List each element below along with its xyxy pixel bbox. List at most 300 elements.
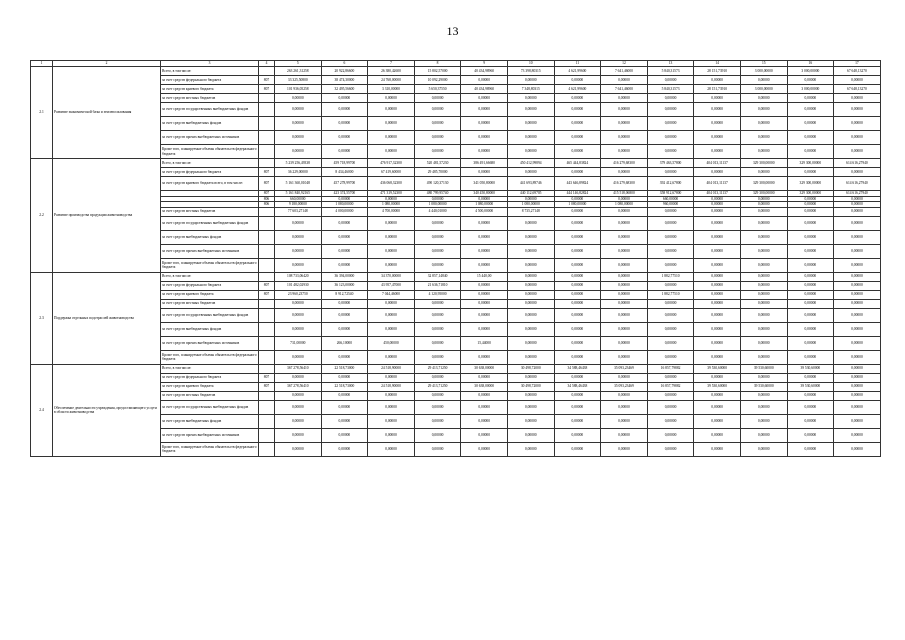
- amount-cell: 0,00000: [834, 373, 881, 382]
- amount-cell: 0,00000: [321, 94, 368, 103]
- amount-cell: 0,00000: [507, 258, 554, 272]
- amount-cell: 0,00000: [694, 336, 741, 350]
- amount-cell: 0,00000: [554, 400, 601, 414]
- amount-cell: 0,00000: [414, 117, 461, 131]
- amount-cell: 21 636,71810: [414, 281, 461, 290]
- amount-cell: 0,00000: [554, 414, 601, 428]
- amount-cell: 22 518,73000: [321, 382, 368, 391]
- amount-cell: 0,00000: [461, 258, 508, 272]
- amount-cell: 0,00000: [507, 299, 554, 308]
- budget-code: [259, 364, 275, 373]
- amount-cell: 0,00000: [787, 299, 834, 308]
- amount-cell: 0,00000: [461, 196, 508, 202]
- amount-cell: 0,00000: [321, 414, 368, 428]
- source-label: за счет средств государственных внебюджетных фондов: [161, 400, 259, 414]
- amount-cell: 1 080,00000: [414, 202, 461, 208]
- source-label: Кроме того, планируемые объемы обязательств федерального бюджета: [161, 350, 259, 364]
- amount-cell: 0,00000: [601, 244, 648, 258]
- amount-cell: 0,00000: [787, 308, 834, 322]
- amount-cell: 0,00000: [694, 442, 741, 456]
- amount-cell: 1 882,77510: [647, 272, 694, 281]
- amount-cell: 0,00000: [787, 391, 834, 400]
- amount-cell: 0,00000: [507, 373, 554, 382]
- amount-cell: 23 960,23750: [275, 290, 322, 299]
- amount-cell: 0,00000: [275, 131, 322, 145]
- budget-code: [259, 230, 275, 244]
- amount-cell: 0,00000: [834, 299, 881, 308]
- amount-cell: 0,00000: [601, 290, 648, 299]
- amount-cell: 9 180,00000: [275, 202, 322, 208]
- budget-table-body: [31, 61, 881, 457]
- amount-cell: 0,00000: [507, 322, 554, 336]
- amount-cell: 660,00000: [647, 196, 694, 202]
- amount-cell: 0,00000: [461, 299, 508, 308]
- amount-cell: 0,00000: [834, 442, 881, 456]
- amount-cell: 0,00000: [368, 230, 415, 244]
- table-row: [31, 364, 881, 373]
- amount-cell: 0,00000: [461, 76, 508, 85]
- amount-cell: 0,00000: [740, 117, 787, 131]
- amount-cell: 39 530,60000: [740, 382, 787, 391]
- amount-cell: 0,00000: [321, 428, 368, 442]
- budget-code: [259, 216, 275, 230]
- column-number: 15: [740, 61, 787, 67]
- amount-cell: 0,00000: [601, 216, 648, 230]
- amount-cell: 5 161 360,01048: [275, 177, 322, 191]
- amount-cell: 0,00000: [694, 281, 741, 290]
- amount-cell: 0,00000: [834, 322, 881, 336]
- amount-cell: 0,00000: [507, 244, 554, 258]
- amount-cell: 29 413,71250: [414, 382, 461, 391]
- amount-cell: 0,00000: [461, 103, 508, 117]
- amount-cell: 0,00000: [414, 428, 461, 442]
- source-label: за счет средств федерального бюджета: [161, 76, 259, 85]
- amount-cell: 0,00000: [740, 290, 787, 299]
- amount-cell: 0,00000: [740, 281, 787, 290]
- amount-cell: 0,00000: [834, 145, 881, 159]
- amount-cell: 4 120,95000: [414, 290, 461, 299]
- amount-cell: 0,00000: [787, 168, 834, 177]
- amount-cell: 0,00000: [461, 400, 508, 414]
- amount-cell: 0,00000: [834, 168, 881, 177]
- amount-cell: 480 799,95740: [414, 191, 461, 197]
- amount-cell: 0,00000: [834, 350, 881, 364]
- amount-cell: 0,00000: [275, 216, 322, 230]
- amount-cell: 0,00000: [787, 207, 834, 216]
- amount-cell: 7 348,80315: [507, 85, 554, 94]
- amount-cell: 0,00000: [601, 230, 648, 244]
- amount-cell: 0,00000: [740, 299, 787, 308]
- amount-cell: 40 434,98960: [461, 85, 508, 94]
- amount-cell: 0,00000: [694, 308, 741, 322]
- source-label: за счет средств местных бюджетов: [161, 94, 259, 103]
- amount-cell: 1 882,77510: [647, 290, 694, 299]
- amount-cell: 0,00000: [554, 308, 601, 322]
- amount-cell: 3 310,00000: [368, 85, 415, 94]
- section-number: 2.4: [31, 364, 53, 456]
- amount-cell: 0,00000: [414, 94, 461, 103]
- source-label: Кроме того, планируемые объемы обязательств федерального бюджета: [161, 258, 259, 272]
- amount-cell: 471 319,52300: [368, 191, 415, 197]
- amount-cell: 8 735,27148: [507, 207, 554, 216]
- source-label: за счет средств внебюджетных фондов: [161, 322, 259, 336]
- source-label: за счет средств краевого бюджета: [161, 85, 259, 94]
- amount-cell: 0,00000: [787, 290, 834, 299]
- amount-cell: 379 463,57800: [647, 159, 694, 168]
- amount-cell: 0,00000: [368, 258, 415, 272]
- budget-code: 807: [259, 168, 275, 177]
- source-label: Кроме того, планируемые объемы обязательств федерального бюджета: [161, 145, 259, 159]
- budget-code: [259, 159, 275, 168]
- amount-cell: 0,00000: [740, 131, 787, 145]
- amount-cell: 0,00000: [647, 442, 694, 456]
- budget-code: [259, 322, 275, 336]
- amount-cell: 450 412,99894: [507, 159, 554, 168]
- amount-cell: 0,00000: [368, 322, 415, 336]
- amount-cell: 0,00000: [275, 244, 322, 258]
- amount-cell: 0,00000: [834, 391, 881, 400]
- amount-cell: 423 374,55700: [321, 191, 368, 197]
- amount-cell: 0,00000: [275, 117, 322, 131]
- amount-cell: 0,00000: [601, 428, 648, 442]
- amount-cell: 0,00000: [740, 258, 787, 272]
- amount-cell: 43 957,47000: [368, 281, 415, 290]
- amount-cell: 0,00000: [321, 117, 368, 131]
- amount-cell: 0,00000: [461, 244, 508, 258]
- amount-cell: 0,00000: [694, 322, 741, 336]
- amount-cell: 0,00000: [601, 94, 648, 103]
- amount-cell: 0,00000: [554, 216, 601, 230]
- source-label: за счет средств прочих внебюджетных источников: [161, 336, 259, 350]
- section-title: Обеспечение деятельности учреждения, предоставляющего услуги в области животноводства: [53, 364, 161, 456]
- amount-cell: 0,00000: [601, 196, 648, 202]
- amount-cell: 0,00000: [834, 117, 881, 131]
- amount-cell: 0,00000: [834, 428, 881, 442]
- amount-cell: 67 648,13270: [834, 67, 881, 76]
- amount-cell: 0,00000: [787, 350, 834, 364]
- amount-cell: 0,00000: [647, 94, 694, 103]
- source-label: за счет средств государственных внебюджетных фондов: [161, 103, 259, 117]
- column-number: 8: [414, 61, 461, 67]
- amount-cell: 367 278,56410: [275, 364, 322, 373]
- column-number: 10: [507, 61, 554, 67]
- amount-cell: 0,00000: [694, 258, 741, 272]
- amount-cell: 0,00000: [647, 308, 694, 322]
- source-label: за счет средств местных бюджетов: [161, 391, 259, 400]
- amount-cell: 0,00000: [554, 290, 601, 299]
- amount-cell: 0,00000: [414, 216, 461, 230]
- amount-cell: 0,00000: [414, 244, 461, 258]
- amount-cell: 404 013,11137: [694, 177, 741, 191]
- amount-cell: 39 530,60000: [740, 364, 787, 373]
- amount-cell: 0,00000: [647, 350, 694, 364]
- section-title: Развитие производства продукции животноводства: [53, 159, 161, 273]
- amount-cell: 0,00000: [414, 414, 461, 428]
- amount-cell: 8 912,72540: [321, 290, 368, 299]
- budget-code: [259, 117, 275, 131]
- amount-cell: 77 603,27148: [275, 207, 322, 216]
- source-label: за счет средств внебюджетных фондов: [161, 230, 259, 244]
- amount-cell: 0,00000: [787, 258, 834, 272]
- amount-cell: 15 440,00: [461, 272, 508, 281]
- amount-cell: 0,00000: [461, 216, 508, 230]
- budget-code: [259, 414, 275, 428]
- amount-cell: 29 485,70000: [414, 168, 461, 177]
- amount-cell: 0,00000: [368, 414, 415, 428]
- amount-cell: 4 000,00000: [321, 207, 368, 216]
- amount-cell: 0,00000: [834, 364, 881, 373]
- table-row: [31, 159, 881, 168]
- column-number: 4: [259, 61, 275, 67]
- amount-cell: 24 518,90000: [368, 364, 415, 373]
- amount-cell: 0,00000: [321, 373, 368, 382]
- amount-cell: 0,00000: [647, 400, 694, 414]
- budget-code: [259, 308, 275, 322]
- amount-cell: 0,00000: [787, 145, 834, 159]
- budget-code: [259, 272, 275, 281]
- amount-cell: 0,00000: [461, 322, 508, 336]
- source-label: Всего, в том числе:: [161, 272, 259, 281]
- source-label: за счет средств внебюджетных фондов: [161, 117, 259, 131]
- amount-cell: 32 495,56600: [321, 85, 368, 94]
- amount-cell: 0,00000: [740, 391, 787, 400]
- amount-cell: 0,00000: [834, 94, 881, 103]
- amount-cell: 0,00000: [647, 207, 694, 216]
- amount-cell: 39 530,60000: [694, 382, 741, 391]
- amount-cell: 0,00000: [787, 244, 834, 258]
- amount-cell: 16 857,79882: [647, 364, 694, 373]
- amount-cell: 0,00000: [321, 299, 368, 308]
- amount-cell: 404 013,11137: [694, 191, 741, 197]
- amount-cell: 0,00000: [507, 103, 554, 117]
- amount-cell: 0,00000: [414, 230, 461, 244]
- amount-cell: 28 151,73910: [694, 67, 741, 76]
- amount-cell: 39 530,60000: [694, 364, 741, 373]
- amount-cell: 16 857,79882: [647, 382, 694, 391]
- source-label: за счет средств федерального бюджета: [161, 281, 259, 290]
- amount-cell: 0,00000: [275, 442, 322, 456]
- amount-cell: 0,00000: [740, 336, 787, 350]
- amount-cell: 0,00000: [740, 400, 787, 414]
- amount-cell: 0,00000: [507, 442, 554, 456]
- amount-cell: 386 491,66680: [461, 159, 508, 168]
- budget-code: [259, 350, 275, 364]
- amount-cell: 0,00000: [507, 145, 554, 159]
- amount-cell: 0,00000: [554, 322, 601, 336]
- amount-cell: 0,00000: [647, 117, 694, 131]
- amount-cell: 1 080,00000: [461, 202, 508, 208]
- column-number: 5: [275, 61, 322, 67]
- amount-cell: 0,00000: [601, 350, 648, 364]
- amount-cell: 0,00000: [694, 117, 741, 131]
- amount-cell: 0,00000: [275, 103, 322, 117]
- amount-cell: 444 146,82824: [554, 191, 601, 197]
- amount-cell: 520 481,57230: [414, 159, 461, 168]
- amount-cell: 0,00000: [275, 230, 322, 244]
- amount-cell: 35 093,23469: [601, 382, 648, 391]
- amount-cell: 0,00000: [740, 244, 787, 258]
- budget-code: [259, 103, 275, 117]
- amount-cell: 0,00000: [507, 168, 554, 177]
- amount-cell: 0,00000: [740, 216, 787, 230]
- amount-cell: 660,00000: [275, 196, 322, 202]
- amount-cell: 0,00000: [601, 336, 648, 350]
- amount-cell: 0,00000: [694, 244, 741, 258]
- amount-cell: 0,00000: [647, 414, 694, 428]
- amount-cell: 0,00000: [461, 230, 508, 244]
- amount-cell: 0,00000: [694, 428, 741, 442]
- amount-cell: 0,00000: [694, 103, 741, 117]
- amount-cell: 450,00000: [368, 336, 415, 350]
- amount-cell: 440 112,69705: [507, 191, 554, 197]
- amount-cell: 30 638,00000: [461, 364, 508, 373]
- amount-cell: 416 279,68300: [601, 177, 648, 191]
- amount-cell: 0,00000: [321, 244, 368, 258]
- amount-cell: 0,00000: [647, 131, 694, 145]
- amount-cell: 0,00000: [275, 414, 322, 428]
- amount-cell: 28 151,73910: [694, 85, 741, 94]
- budget-code: 807: [259, 290, 275, 299]
- amount-cell: 0,00000: [694, 207, 741, 216]
- amount-cell: 0,00000: [647, 258, 694, 272]
- amount-cell: 15,44000: [461, 336, 508, 350]
- amount-cell: 0,00000: [414, 299, 461, 308]
- amount-cell: 0,00000: [275, 400, 322, 414]
- amount-cell: 0,00000: [834, 336, 881, 350]
- amount-cell: 0,00000: [461, 290, 508, 299]
- amount-cell: 0,00000: [647, 391, 694, 400]
- amount-cell: 0,00000: [461, 117, 508, 131]
- amount-cell: 0,00000: [834, 258, 881, 272]
- amount-cell: 0,00000: [647, 103, 694, 117]
- budget-code: 807: [259, 373, 275, 382]
- amount-cell: 0,00000: [368, 373, 415, 382]
- amount-cell: 0,00000: [834, 207, 881, 216]
- amount-cell: 0,00000: [787, 76, 834, 85]
- amount-cell: 392 412,67800: [647, 177, 694, 191]
- amount-cell: 0,00000: [275, 428, 322, 442]
- amount-cell: 0,00000: [601, 414, 648, 428]
- amount-cell: 0,00000: [694, 94, 741, 103]
- amount-cell: 0,00000: [461, 428, 508, 442]
- amount-cell: 38 474,30000: [321, 76, 368, 85]
- amount-cell: 0,00000: [787, 230, 834, 244]
- amount-cell: 0,00000: [834, 281, 881, 290]
- amount-cell: 0,00000: [834, 382, 881, 391]
- amount-cell: 0,00000: [601, 76, 648, 85]
- amount-cell: 0,00000: [554, 94, 601, 103]
- amount-cell: 0,00000: [414, 196, 461, 202]
- amount-cell: 0,00000: [507, 131, 554, 145]
- amount-cell: 39 530,60000: [787, 382, 834, 391]
- source-label: за счет средств местных бюджетов: [161, 299, 259, 308]
- budget-code: [259, 299, 275, 308]
- amount-cell: 0,00000: [414, 145, 461, 159]
- amount-cell: 0,00000: [787, 131, 834, 145]
- budget-code: 806: [259, 196, 275, 202]
- amount-cell: 3 000,00000: [787, 67, 834, 76]
- amount-cell: 0,00000: [601, 168, 648, 177]
- amount-cell: 367 278,56410: [275, 382, 322, 391]
- amount-cell: 0,00000: [554, 299, 601, 308]
- table-row: [31, 67, 881, 76]
- amount-cell: 0,00000: [601, 103, 648, 117]
- amount-cell: 20 922,86600: [321, 67, 368, 76]
- amount-cell: 0,00000: [368, 94, 415, 103]
- column-number: 9: [461, 61, 508, 67]
- amount-cell: 0,00000: [507, 414, 554, 428]
- amount-cell: 0,00000: [694, 196, 741, 202]
- amount-cell: 0,00000: [507, 308, 554, 322]
- amount-cell: 0,00000: [694, 168, 741, 177]
- budget-code: 807: [259, 85, 275, 94]
- amount-cell: 24 518,90000: [368, 382, 415, 391]
- amount-cell: 0,00000: [601, 207, 648, 216]
- amount-cell: 0,00000: [414, 336, 461, 350]
- amount-cell: 340 450,80000: [461, 191, 508, 197]
- amount-cell: 0,00000: [740, 442, 787, 456]
- column-number: 12: [601, 61, 648, 67]
- amount-cell: 0,00000: [647, 145, 694, 159]
- budget-code: 806: [259, 202, 275, 208]
- amount-cell: 0,00000: [461, 414, 508, 428]
- amount-cell: 0,00000: [414, 400, 461, 414]
- budget-code: [259, 145, 275, 159]
- amount-cell: 0,00000: [507, 336, 554, 350]
- amount-cell: 0,00000: [275, 145, 322, 159]
- amount-cell: 416 279,68300: [601, 159, 648, 168]
- amount-cell: 329 300,00000: [740, 191, 787, 197]
- amount-cell: 0,00000: [554, 428, 601, 442]
- amount-cell: 0,00000: [601, 117, 648, 131]
- budget-code: [259, 207, 275, 216]
- amount-cell: 0,00000: [461, 391, 508, 400]
- section-number: 2.2: [31, 159, 53, 273]
- amount-cell: 0,00000: [461, 350, 508, 364]
- amount-cell: 0,00000: [834, 308, 881, 322]
- amount-cell: 0,00000: [740, 350, 787, 364]
- amount-cell: 0,00000: [834, 272, 881, 281]
- amount-cell: 34 370,00000: [368, 272, 415, 281]
- amount-cell: 35 093,23469: [601, 364, 648, 373]
- amount-cell: 0,00000: [601, 131, 648, 145]
- amount-cell: 0,00000: [554, 207, 601, 216]
- column-number: 3: [161, 61, 259, 67]
- amount-cell: 0,00000: [787, 117, 834, 131]
- amount-cell: 101 482,02930: [275, 281, 322, 290]
- amount-cell: 0,00000: [507, 230, 554, 244]
- amount-cell: 34 588,46438: [554, 382, 601, 391]
- amount-cell: 30 638,00000: [461, 382, 508, 391]
- amount-cell: 0,00000: [601, 322, 648, 336]
- amount-cell: 404 013,11137: [694, 159, 741, 168]
- amount-cell: 0,00000: [275, 94, 322, 103]
- amount-cell: 0,00000: [461, 442, 508, 456]
- budget-code: [259, 336, 275, 350]
- amount-cell: 0,00000: [694, 391, 741, 400]
- source-label: за счет средств прочих внебюджетных источников: [161, 244, 259, 258]
- amount-cell: 0,00000: [740, 322, 787, 336]
- amount-cell: 4 621,99600: [554, 67, 601, 76]
- amount-cell: 0,00000: [694, 76, 741, 85]
- amount-cell: 0,00000: [601, 258, 648, 272]
- source-label: за счет средств прочих внебюджетных источников: [161, 428, 259, 442]
- budget-code: 807: [259, 76, 275, 85]
- amount-cell: 329 300,00000: [787, 177, 834, 191]
- amount-cell: 0,00000: [321, 350, 368, 364]
- source-label: Всего, в том числе:: [161, 364, 259, 373]
- source-label: за счет средств местных бюджетов: [161, 207, 259, 216]
